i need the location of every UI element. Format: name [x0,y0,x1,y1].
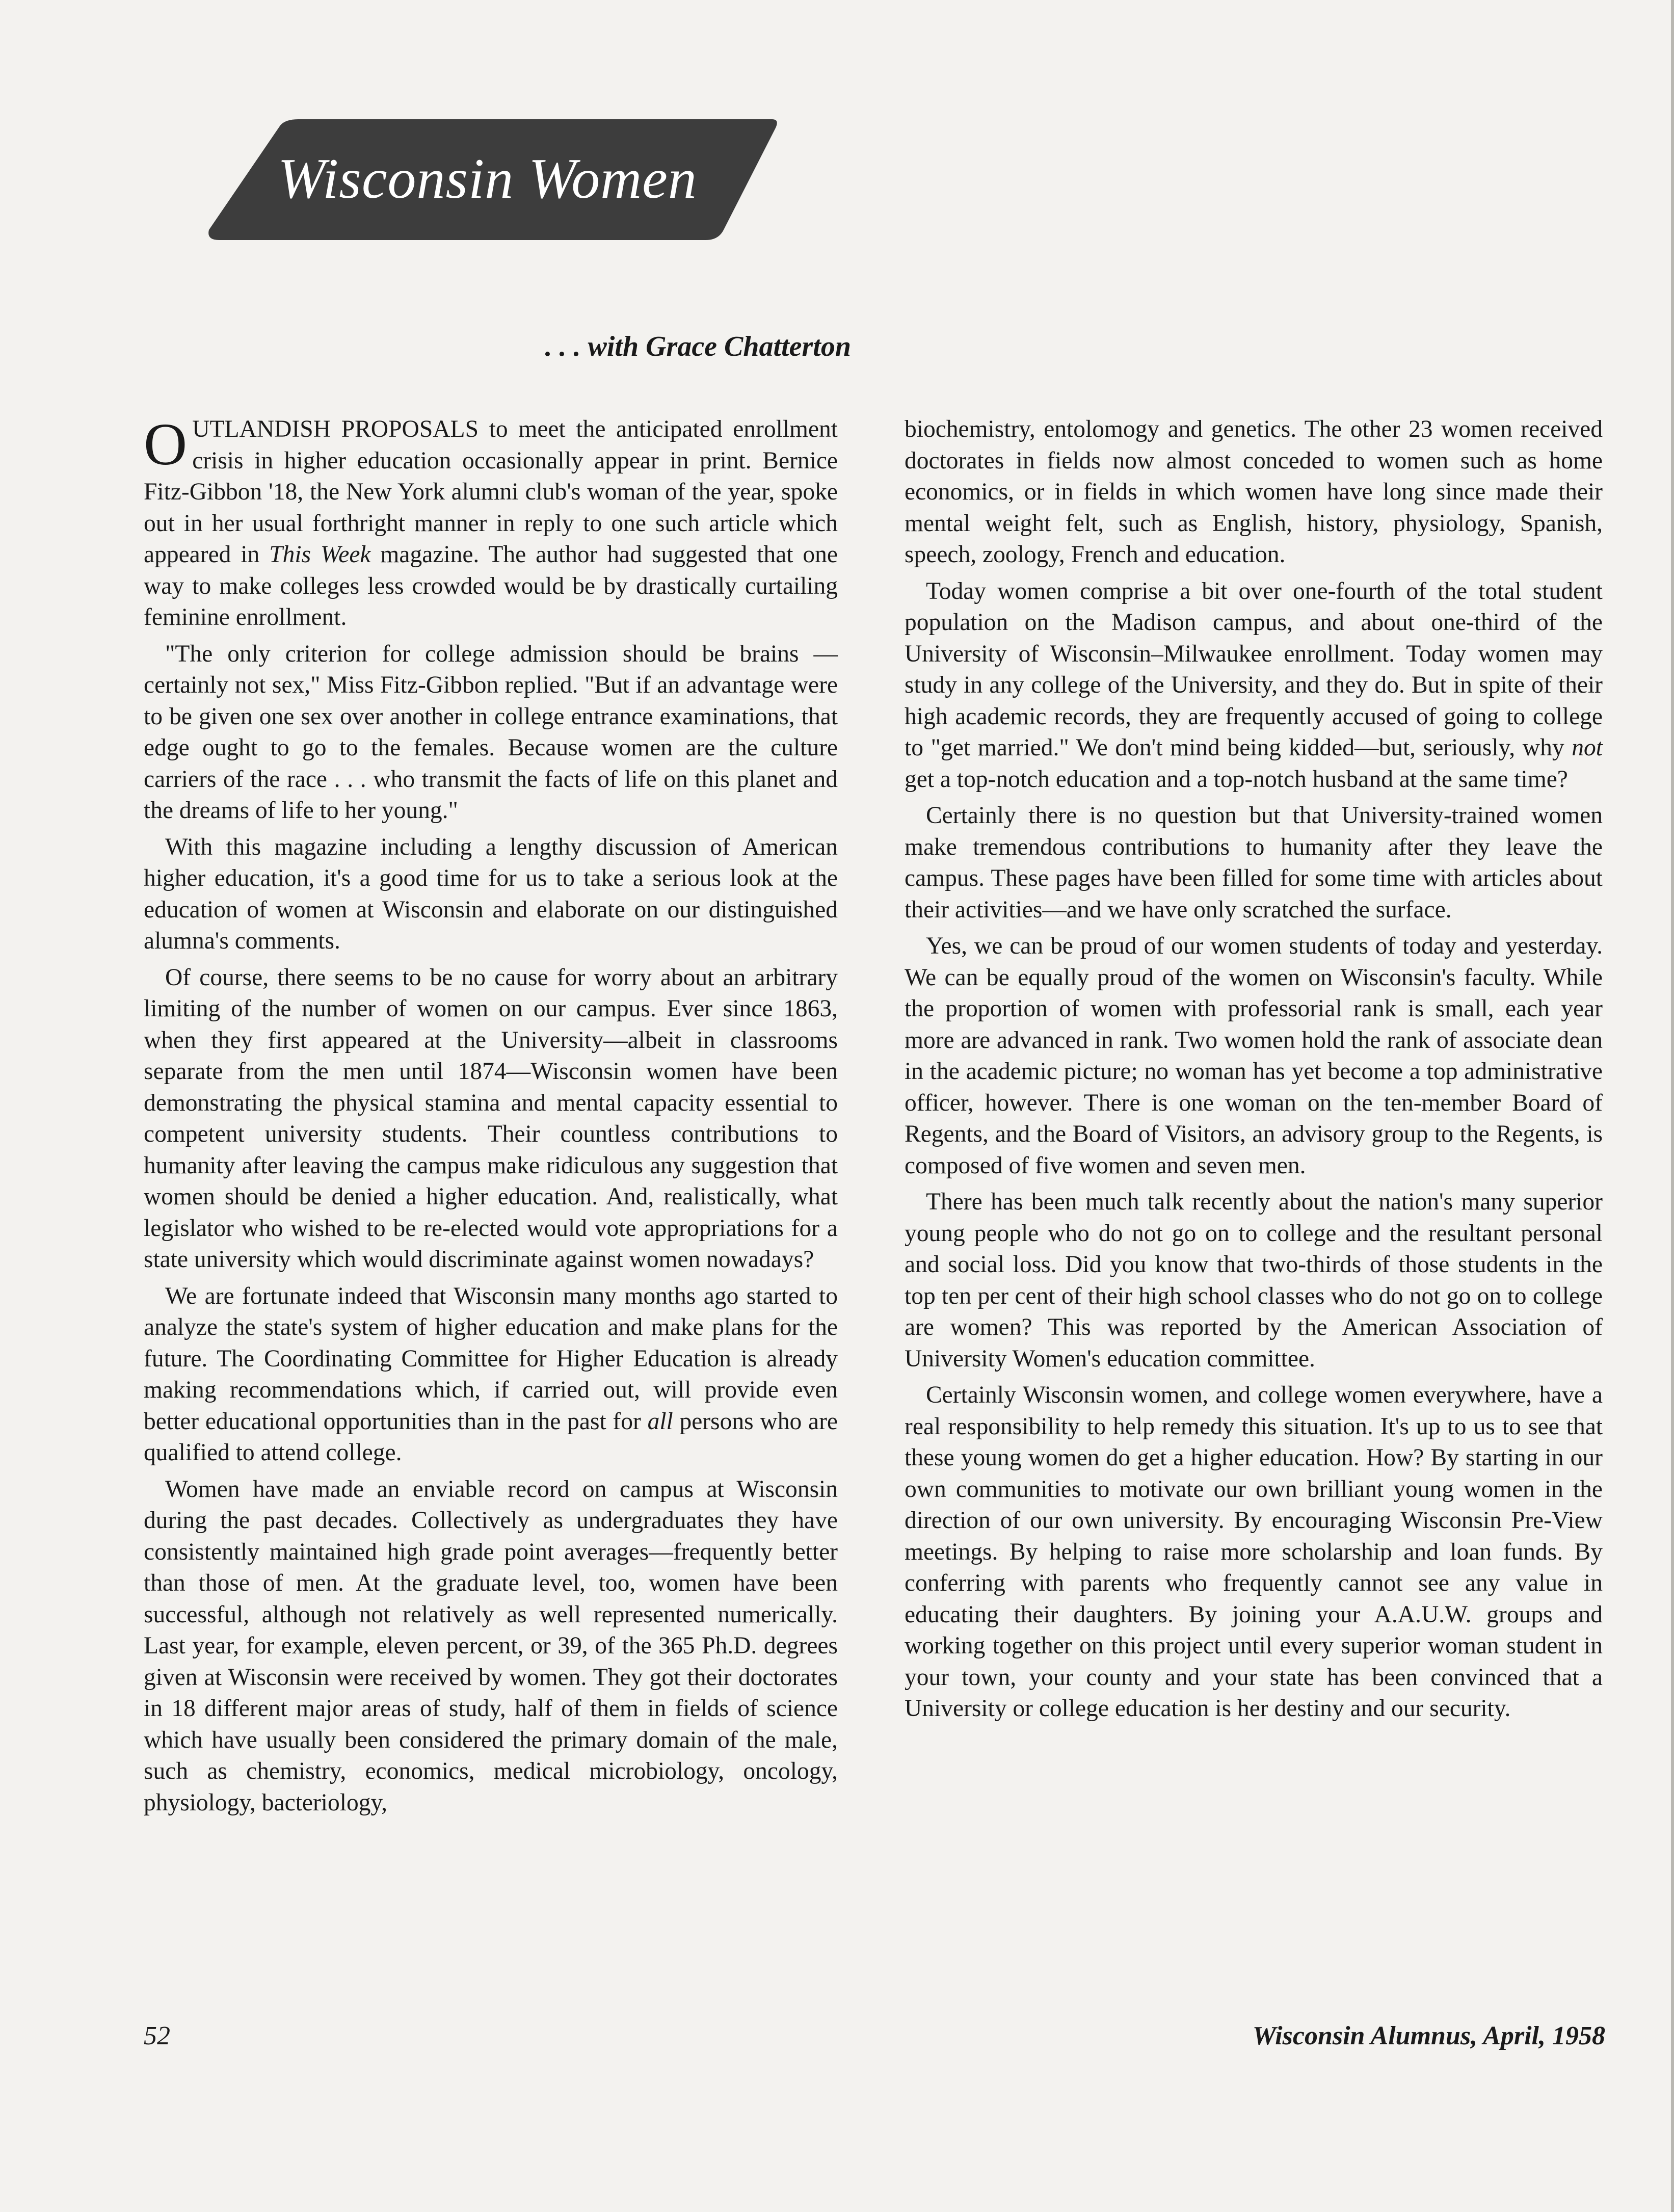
paragraph: Certainly there is no question but that University-trained women make tremendous contributions to humanity after they leave the campus. These pages have been filled for some time with articles about their activities—and we have only scratched the surface. [905,802,1603,923]
drop-cap: O [144,411,188,478]
magazine-title: This Week [269,541,371,568]
paragraph: "The only criterion for college admission should be brains —certainly not sex," Miss Fitz-Gibbon replied. "But if an advantage were to be given one sex over another in college entrance examinations, that edge ought to go to the females. Because women are the culture carriers of the race . . . who transmit the facts of life on this planet and the dreams of life to her young." [144,640,838,824]
paragraph: OUTLANDISH PROPOSALS to meet the anticipated enrollment crisis in higher education occasionally appear in print. Bernice Fitz-Gibbon '18, the New York alumni club's woman of the year, spoke out in her usual forthright manner in reply to one such article which appeared in This Week magazine. The author had suggested that one way to make colleges less crowded would be by drastically curtailing feminine enrollment. [144,411,838,630]
paragraph: We are fortunate indeed that Wisconsin many months ago started to analyze the state's system of higher education and make plans for the future. The Coordinating Committee for Higher Education is already making recommendations which, if carried out, will provide even better educational opportunities than in the past for all persons who are qualified to attend college. [144,1282,838,1466]
left-column [144,411,838,1819]
paragraph: Women have made an enviable record on campus at Wisconsin during the past decades. Collectively as undergraduates they have consistently maintained high grade point averages—frequently better than those of men. At the graduate level, too, women have been successful, although not relatively as well represented numerically. Last year, for example, eleven percent, or 39, of the 365 Ph.D. degrees given at Wisconsin were received by women. They got their doctorates in 18 different major areas of study, half of them in fields of science which have usually been considered the primary domain of the male, such as chemistry, economics, medical microbiology, oncology, physiology, bacteriology, [144,1476,838,1816]
paragraph: With this magazine including a lengthy discussion of American higher education, it's a good time for us to take a serious look at the education of women at Wisconsin and elaborate on our distinguished alumna's comments. [144,833,838,954]
page-number: 52 [144,2021,170,2050]
paragraph: Today women comprise a bit over one-fourth of the total student population on the Madison campus, and about one-third of the University of Wisconsin–Milwaukee enrollment. Today women may study in any college of the University, and they do. But in spite of their high academic records, they are frequently accused of going to college to "get married." We don't mind being kidded—but, seriously, why not get a top-notch education and a top-notch husband at the same time? [905,577,1603,793]
right-column [905,414,1603,1725]
byline: . . . with Grace Chatterton [545,331,851,362]
paragraph: Of course, there seems to be no cause for worry about an arbitrary limiting of the number of women on our campus. Ever since 1863, when they first appeared at the University—albeit in classrooms separate from the men until 1874—Wisconsin women have been demonstrating the physical stamina and mental capacity essential to competent university students. Their countless contributions to humanity after leaving the campus make ridiculous any suggestion that women should be denied a higher education. And, realistically, what legislator who wished to be re-elected would vote appropriations for a state university which would discriminate against women nowadays? [144,964,838,1273]
paragraph: biochemistry, entolomogy and genetics. The other 23 women received doctorates in fields now almost conceded to women such as home economics, or in fields in which women have long since made their mental weight felt, such as English, history, physiology, Spanish, speech, zoology, French and education. [905,416,1603,568]
paragraph: There has been much talk recently about the nation's many superior young people who do not go on to college and the resultant personal and social loss. Did you know that two-thirds of those students in the top ten per cent of their high school classes who do not go on to college are women? This was reported by the American Association of University Women's education committee. [905,1189,1603,1372]
paragraph: Yes, we can be proud of our women students of today and yesterday. We can be equally proud of the women on Wisconsin's faculty. While the proportion of women with professorial rank is small, each year more are advanced in rank. Two women hold the rank of associate dean in the academic picture; no woman has yet become a top administrative officer, however. There is one woman on the ten-member Board of Regents, and the Board of Visitors, an advisory group to the Regents, is composed of five women and seven men. [905,933,1603,1179]
page-edge [1671,0,1674,2212]
section-title: Wisconsin Women [278,147,697,210]
title-banner [204,115,782,245]
publication-footer: Wisconsin Alumnus, April, 1958 [1252,2021,1605,2050]
paragraph: Certainly Wisconsin women, and college women everywhere, have a real responsibility to help remedy this situation. It's up to us to see that these young women do get a higher education. How? By starting in our own communities to motivate our own brilliant young women in the direction of our own university. By encouraging Wisconsin Pre-View meetings. By helping to raise more scholarship and loan funds. By conferring with parents who frequently cannot see any value in educating their daughters. By joining your A.A.U.W. groups and working together on this project until every superior woman student in your town, your county and your state has been convinced that a University or college education is her destiny and our security. [905,1382,1603,1722]
lead-in: UTLANDISH PROPOSALS [192,416,479,442]
